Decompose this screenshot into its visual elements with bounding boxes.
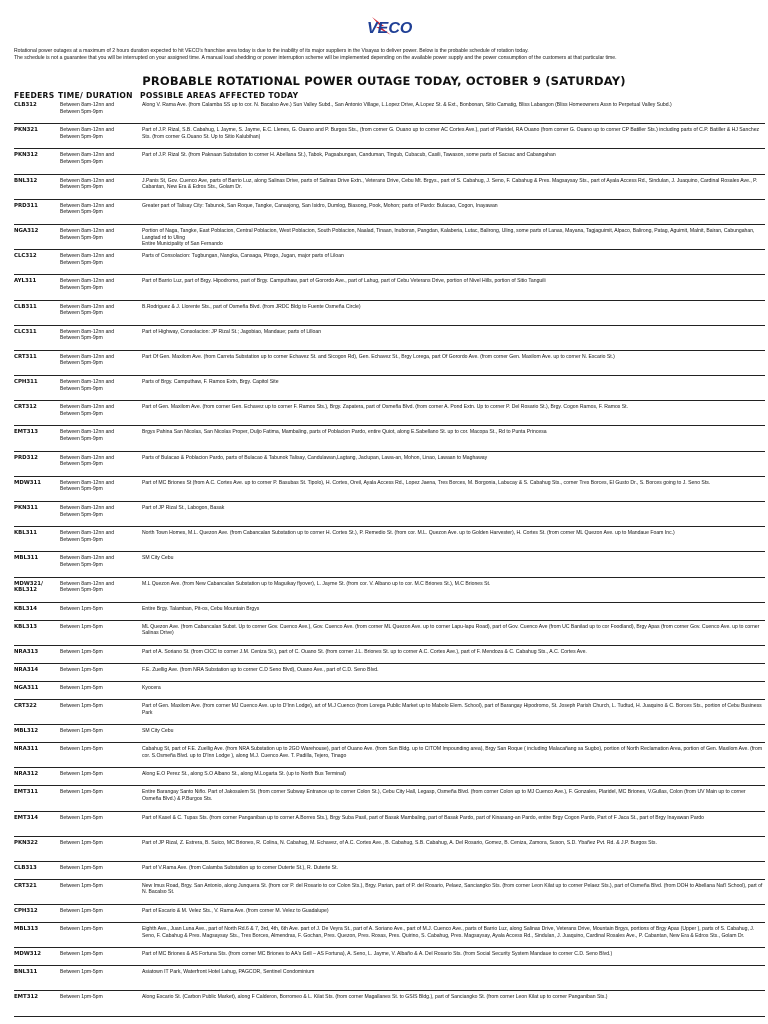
table-row bbox=[14, 99, 765, 124]
table-row bbox=[14, 326, 765, 351]
feeder-code: NRA311 bbox=[14, 746, 39, 753]
feeder-code: MDW311 bbox=[14, 479, 42, 486]
table-row bbox=[14, 646, 765, 664]
feeder-code: MBL311 bbox=[14, 555, 39, 562]
feeder-code: CRT312 bbox=[14, 404, 37, 411]
table-row bbox=[14, 124, 765, 149]
feeder-code: CLB313 bbox=[14, 864, 37, 871]
affected-areas: Part of MC Briones & AS Fortuna Sts. (from corner MC Briones to AA's Grill – AS Fortuna), A. Seno, L. Jayme, V. Albaño & A. Del Rosario Sts. (from Social Security System Mandaue to corner C.D. Seno Blvd.) bbox=[142, 951, 613, 958]
time-duration: Between 1pm-5pm bbox=[60, 666, 103, 673]
time-duration: Between 8am-12nn and Between 5pm-9pm bbox=[60, 429, 115, 443]
feeder-code: AYL311 bbox=[14, 278, 37, 285]
feeder-code: PKN312 bbox=[14, 152, 38, 159]
affected-areas: Part of Highway, Consolacion: JP Rizal St.; Jagobiao, Mandaue; parts of Lilloan bbox=[142, 328, 322, 335]
time-duration: Between 8am-12nn and Between 5pm-9pm bbox=[60, 127, 115, 140]
affected-areas: Part of Kasel & C. Tupas Sts. (from corner Panganiban up to corner A.Borres Sts.), Brgy Suba Pasil, part of Basak Mambaling, part of Basak Pardo, part of Kinasang-an Pardo, entire Brgy Cogon Pardo, Part of F Jaca St., part of Brgy Inayawan Pardo bbox=[142, 814, 705, 821]
time-duration: Between 8am-12nn and Between 5pm-9pm bbox=[60, 454, 115, 468]
table-row bbox=[14, 552, 765, 577]
time-duration: Between 8am-12nn and Between 5pm-9pm bbox=[60, 227, 115, 241]
table-row bbox=[14, 452, 765, 477]
affected-areas: Part of JP Rizal, Z. Estrera, B. Suico, MC Briones, R. Colina, N. Cabahug, M. Echavez, of A.C. Cortes Ave., B. Cabahug, S.B. Cabahug, A. Del Rosario, Gomez, B. Ceniza, Zamora, Suson, S.D. Ybañez Pvt. Rd. & J.P. Burgos Sts. bbox=[142, 839, 657, 846]
column-header-time: TIME/ DURATION bbox=[58, 91, 133, 100]
feeder-code: KBL313 bbox=[14, 623, 37, 630]
time-duration: Between 1pm-5pm bbox=[60, 994, 103, 1001]
feeder-code: CRT311 bbox=[14, 353, 37, 360]
feeder-code: NRA312 bbox=[14, 771, 39, 778]
feeder-code: CLB311 bbox=[14, 303, 37, 310]
feeder-code: EMT311 bbox=[14, 789, 38, 796]
feeder-code: CLC312 bbox=[14, 253, 37, 260]
affected-areas: Part of Escario & M. Velez Sts., V. Rama Ave. (from corner M. Velez to Guadalupe) bbox=[142, 908, 329, 915]
time-duration: Between 8am-12nn and Between 5pm-9pm bbox=[60, 202, 115, 216]
column-header-feeders: FEEDERS bbox=[14, 91, 55, 100]
table-row bbox=[14, 621, 765, 646]
affected-areas: Kyocera bbox=[142, 684, 161, 691]
table-row bbox=[14, 200, 765, 225]
affected-areas: Cabahug St, part of F.E. Zuellig Ave. (from NRA Substation up to 2GO Warehouse), part of Ouano Ave. (from Sun Bldg. up to CITOM Impounding area), Brgy San Roque ( including Malacañang sa Sugbo), portion of North Reclamation Area, portion of Gen. Maxilom Ave. (from cor. S.Osmeña Blvd. up to D'Inn Lodge ), along M.J. Cuenco Ave. T. Padilla, Tejero, Tinago bbox=[142, 746, 763, 759]
feeder-code: EMT314 bbox=[14, 814, 38, 821]
time-duration: Between 8am-12nn and Between 5pm-9pm bbox=[60, 353, 115, 367]
time-duration: Between 8am-12nn and Between 5pm-9pm bbox=[60, 152, 115, 165]
time-duration: Between 8am-12nn and Between 5pm-9pm bbox=[60, 580, 115, 594]
table-row bbox=[14, 862, 765, 880]
time-duration: Between 1pm-5pm bbox=[60, 648, 103, 655]
affected-areas: Asiatown IT Park, Waterfront Hotel Lahug, PAGCOR, Sentinel Condominium bbox=[142, 969, 315, 976]
veco-logo bbox=[334, 14, 436, 38]
affected-areas: B.Rodriguez & J. Llorente Sts., part of Osmeña Blvd. (from JRDC Bldg to Fuente Osmeña Circle) bbox=[142, 303, 361, 310]
time-duration: Between 8am-12nn and Between 5pm-9pm bbox=[60, 303, 115, 317]
feeder-code: NRA314 bbox=[14, 666, 39, 673]
table-row bbox=[14, 664, 765, 682]
feeder-code: MBL312 bbox=[14, 728, 39, 735]
table-row bbox=[14, 603, 765, 621]
affected-areas: Part Of Gen. Maxilom Ave. (from Carreta Substation up to corner Echavez St. and Sicogon Rd), Gen. Echavez St., Brgy Lorega, part Of Gorordo Ave. (from corner Gen. Maxilom Ave. up to corner N. Escario St.) bbox=[142, 353, 615, 360]
affected-areas: Part of J.P. Rizal St. (from Paknaan Substation to corner H. Abellana St.), Tabok, Pagsabungan, Canduman, Tingub, Cubacub, Casili, Tawason, some parts of Sacsac and Cabangahan bbox=[142, 152, 556, 159]
table-row bbox=[14, 905, 765, 923]
table-row bbox=[14, 837, 765, 862]
affected-areas: Along E.O Perez St., along S.O Albano St., along M.Logarta St. (up to North Bus Terminal) bbox=[142, 771, 346, 778]
table-row bbox=[14, 768, 765, 786]
table-row bbox=[14, 966, 765, 991]
time-duration: Between 1pm-5pm bbox=[60, 864, 103, 871]
affected-areas: SM City Cebu bbox=[142, 555, 174, 562]
feeder-code: NGA312 bbox=[14, 227, 39, 234]
time-duration: Between 1pm-5pm bbox=[60, 951, 103, 958]
table-row bbox=[14, 149, 765, 174]
feeder-code: EMT313 bbox=[14, 429, 38, 436]
affected-areas: Greater part of Talisay City: Tabunok, San Roque, Tangke, Canasjong, San Isidro, Dumlog, Biasong, Pook, Mohon; parts of Pardo: Bulacao, Cogon, Inayawan bbox=[142, 202, 498, 209]
time-duration: Between 8am-12nn and Between 5pm-9pm bbox=[60, 102, 115, 115]
table-row bbox=[14, 250, 765, 275]
time-duration: Between 1pm-5pm bbox=[60, 882, 103, 889]
feeder-code: MDW312 bbox=[14, 951, 42, 958]
table-row bbox=[14, 376, 765, 401]
table-row bbox=[14, 812, 765, 837]
time-duration: Between 1pm-5pm bbox=[60, 926, 103, 933]
time-duration: Between 8am-12nn and Between 5pm-9pm bbox=[60, 278, 115, 291]
time-duration: Between 8am-12nn and Between 5pm-9pm bbox=[60, 253, 115, 266]
affected-areas: Part of MC Briones St (from A.C. Cortes Ave. up to corner P. Basubas St. Tipolo), H. Cortes, Oreil, Ayala Access Rd., Lopez Jaena, Tres Borces, M. Borgonia, Labucay & S. Cabahug Sts., corner Tres Borces, El Gusto Dr., S. Borces going to J. Seno Sts. bbox=[142, 479, 711, 486]
affected-areas: Part of Barrio Luz, part of Brgy. Hipodromo, part of Brgy. Camputhaw, part of Gorordo Ave., part of Lahug, part of Cebu Veterans Drive, portion of Nivel Hills, portion of Sitio Tanguili bbox=[142, 278, 546, 285]
time-duration: Between 1pm-5pm bbox=[60, 814, 103, 821]
feeder-code: PRD312 bbox=[14, 454, 38, 461]
affected-areas: Part of JP Rizal St., Labogon, Basak bbox=[142, 505, 225, 511]
feeder-code: EMT312 bbox=[14, 994, 38, 1001]
feeder-code: CLC311 bbox=[14, 328, 37, 335]
feeder-code: PKN311 bbox=[14, 505, 38, 511]
time-duration: Between 1pm-5pm bbox=[60, 789, 103, 796]
feeder-code: CPH311 bbox=[14, 379, 38, 386]
feeder-code: CLB312 bbox=[14, 102, 37, 108]
document-title: PROBABLE ROTATIONAL POWER OUTAGE TODAY, OCTOBER 9 (SATURDAY) bbox=[142, 74, 626, 88]
affected-areas: Parts of Consolacion: Tugbungan, Nangka, Cansaga, Pitogo, Jugan, major parts of Liloan bbox=[142, 253, 344, 260]
time-duration: Between 1pm-5pm bbox=[60, 839, 103, 846]
table-row bbox=[14, 275, 765, 300]
table-row bbox=[14, 700, 765, 725]
affected-areas: Part of A. Soriano St. (from CICC to corner J.M. Ceniza St.), part of C. Ouano St. (from corner J.L. Briones St. up to corner A.C. Cortes Ave.), part of F. Mendoza & C. Cabahug Sts., A.C. Cortes Ave. bbox=[142, 648, 587, 655]
affected-areas: North Town Homes, M.L. Quezon Ave. (from Cabancalan Substation up to corner H. Cortes St.), P. Remedio St. (from cor. M.L. Quezon Ave. up to Golden Harvester), H. Cortes St. (from corner ML Quezon Ave. up to Mandaue Foam Inc.) bbox=[142, 530, 675, 537]
time-duration: Between 8am-12nn and Between 5pm-9pm bbox=[60, 479, 115, 493]
time-duration: Between 8am-12nn and Between 5pm-9pm bbox=[60, 177, 115, 191]
time-duration: Between 1pm-5pm bbox=[60, 702, 103, 709]
feeder-code: CPH312 bbox=[14, 908, 38, 915]
table-row bbox=[14, 786, 765, 811]
time-duration: Between 1pm-5pm bbox=[60, 728, 103, 735]
time-duration: Between 8am-12nn and Between 5pm-9pm bbox=[60, 530, 115, 543]
time-duration: Between 1pm-5pm bbox=[60, 746, 103, 753]
affected-areas: Part of J.P. Rizal, S.B. Cabahug, L Jayme, S. Jayme, E.C. Llenes, G. Ouano and P. Burgos Sts., (from corner G. Ouano up to corner AC Cortes Ave.), part of Plaridel, RA Ouano (from corner G. Ouano up to corner CP Batiller Sts.) including parts of C.P. Batiller & HJ Sanchez Sts. (from corner G.Ouano St. Up to Sitio Kalubihan) bbox=[142, 127, 760, 140]
table-row bbox=[14, 923, 765, 948]
feeder-code: BNL311 bbox=[14, 969, 38, 976]
outage-table bbox=[14, 99, 765, 1017]
feeder-code: MBL313 bbox=[14, 926, 39, 933]
table-row bbox=[14, 948, 765, 966]
table-row bbox=[14, 502, 765, 527]
affected-areas: New Imus Road, Brgy. San Antonio, along Junquera St. (from cor P. del Rosario to cor Colon Sts.), Brgy. Parian, part of P. del Rosario, Pelaez, Sanciangko Sts. (from corner Leon Kilat up to corner Pelaez Sts.), part of Osmeña Blvd. (from DOH to Abellana Nat'l School), part of N. Bacalso St. bbox=[142, 882, 763, 896]
table-row bbox=[14, 880, 765, 905]
time-duration: Between 1pm-5pm bbox=[60, 969, 103, 976]
table-row bbox=[14, 225, 765, 250]
time-duration: Between 8am-12nn and Between 5pm-9pm bbox=[60, 379, 115, 392]
column-header-areas: POSSIBLE AREAS AFFECTED TODAY bbox=[140, 91, 299, 100]
feeder-code: PRD311 bbox=[14, 202, 38, 209]
table-row bbox=[14, 351, 765, 376]
affected-areas: Brgys Pahina San Nicolas, San Nicolas Proper, Duljo Fatima, Mambaling, parts of Poblacion Pardo, entire Quiot, along E.Sabellano St. up to cor. Macopa St., Rd to Punta Princesa bbox=[142, 429, 547, 436]
affected-areas: Along V. Rama Ave. (from Calamba SS up to cor. N. Bacalso Ave.) Sun Valley Subd., San Antonio Village, L.Lopez Drive, A.Lopez St. & Ext., Bonbonan, Sitio Camatig, Bliss Labangon (Bliss Homeowners Assn to Perpetual Valley Subd.) bbox=[142, 102, 672, 108]
table-row bbox=[14, 301, 765, 326]
table-row bbox=[14, 578, 765, 603]
affected-areas: ML Quezon Ave. (from Cabancalan Subst. Up to corner Gov. Cuenco Ave.), Gov. Cuenco Ave. (from corner ML Quezon Ave. up to corner Lapu-lapu Road), part of Gov. Cuenco Ave (from UC Banilad up to cor Foodland), Brgy Apas (from corner Gov. Cuenco Ave. up to corner Salinas Drive) bbox=[142, 623, 760, 637]
time-duration: Between 8am-12nn and Between 5pm-9pm bbox=[60, 505, 115, 518]
feeder-code: MDW321/ KBL312 bbox=[14, 580, 44, 594]
time-duration: Between 8am-12nn and Between 5pm-9pm bbox=[60, 328, 115, 342]
feeder-code: BNL312 bbox=[14, 177, 38, 184]
affected-areas: M.L Quezon Ave. (from New Cabancalan Substation up to Maguikay flyover), L. Jayme St. (from cor. V. Albano up to cor. M.C Briones St.), M.C Briones St. bbox=[142, 580, 491, 587]
affected-areas: Entire Barangay Santo Niño. Part of Jakosalem St. (from corner Subway Entrance up to corner Colon St.), Cebu City Hall, Legasp, Osmeña Blvd. (from corner Colon up to MJ Cuenco Ave.), F. Gonzales, Plaridel, MC Briones, V.Gullas, Colon (from UV Main up to corner Osmeña Blvd.) & P.Burgos Sts. bbox=[142, 789, 746, 802]
affected-areas: Part of Gen. Maxilom Ave. (from corner Gen. Echavez up to corner F. Ramos Sts.), Brgy. Zapatera, part of Osmeña Blvd. (from corner A. Pond Extn. Up to corner P. Del Rosario St.), Brgy. Cogon Ramos, F. Ramos St. bbox=[142, 404, 628, 411]
feeder-code: NRA313 bbox=[14, 648, 39, 655]
table-row bbox=[14, 477, 765, 502]
feeder-code: KBL314 bbox=[14, 605, 37, 612]
feeder-code: PKN321 bbox=[14, 127, 38, 134]
table-row bbox=[14, 426, 765, 451]
table-row bbox=[14, 991, 765, 1016]
table-row bbox=[14, 527, 765, 552]
affected-areas: Entire Brgy. Talamban, Pit-os, Cebu Mountain Brgys bbox=[142, 605, 260, 612]
table-row bbox=[14, 175, 765, 200]
table-row bbox=[14, 743, 765, 768]
affected-areas: SM City Cebu bbox=[142, 728, 174, 735]
time-duration: Between 1pm-5pm bbox=[60, 605, 103, 612]
time-duration: Between 1pm-5pm bbox=[60, 771, 103, 778]
affected-areas: Part of Gen. Maxilom Ave. (from corner MJ Cuenco Ave. up to D'Inn Lodge), art of M.J Cuenco (from Lorega Public Market up to Mabolo Elem. School), part of Barangay Hipodromo, St. Joseph Parish Church, L. Tudtud, H. Juaquino & C. Borces Sts., portion of Cebu Business Park bbox=[142, 702, 762, 716]
table-row bbox=[14, 725, 765, 743]
affected-areas: J.Panis St, Gov. Cuenco Ave, parts of Barrio Luz, along Salinas Drive, parts of Salinas Drive Extn., Veterans Drive, Cebu Mt. Brgys., part of S. Cabahug, J. Seno, F. Cabahug & Pres. Magsaysay Sts., part of Ayala Access Rd., Sindulan, J. Juaquino, Cardinal Rosales Ave., P. Cabantan, New Era & Edros Sts., Golam Dr. bbox=[142, 177, 758, 191]
time-duration: Between 8am-12nn and Between 5pm-9pm bbox=[60, 555, 115, 568]
affected-areas: F.E. Zuellig Ave. (from NRA Substation up to corner C.D Seno Blvd), Ouano Ave., part of C.D. Seno Blvd. bbox=[142, 666, 379, 673]
affected-areas: Parts of Bulacao & Poblacion Pardo, parts of Bulacao & Tabunok Talisay, Candulawan,Lagtang, Jaclupan, Lawa-an, Mohon, Linao, Lawaan to Maghaway bbox=[142, 454, 488, 461]
brand-wordmark: VECO bbox=[367, 20, 413, 37]
affected-areas: Eighth Ave., Juan Luna Ave., part of North Rd.6 & 7, 3rd, 4th, 6th Ave. part of J. De Veyra St., part of A. Soriano Ave., part of M.J. Cuenco Ave., parts of Barrio Luz, along Salinas Drive, Veterans Drive, Mountain Brgys, portions of Brgy Apas (Upper ), parts of S. Cabahug, J. Seno, F. Cabahug & Pres. Magsaysay Sts., Tres Borces, Almendras, F. Gochan, Pres. Quezon, Pres. Roxas, Pres. Quirino, S. Cabahug, Pres. Magsaysay, Ayala Access Rd., Sindulan, J. Juaquino, Cardinal Rosales Ave., P. Cabantan, New Era & Edros Sts., Golam Dr. bbox=[142, 926, 755, 939]
table-row bbox=[14, 401, 765, 426]
intro-text: Rotational power outages at a maximum of 2 hours duration expected to hit VECO's franchise area today is due to the inability of its major suppliers in the Visayas to deliver power. Below is the probable schedule of rotation today. The schedule is not a guarantee that you will be interrupted on your assigned time. A manual load shedding or power interruption scheme will be implemented depending on the available power supply and the power consumption of the customers at that particular time. bbox=[14, 48, 617, 61]
table-row bbox=[14, 682, 765, 700]
feeder-code: CRT322 bbox=[14, 702, 37, 709]
affected-areas: Portion of Naga, Tangke, East Poblacion, Central Poblacion, West Poblacion, South Poblacion, Naalad, Tinaan, Inuboran, Pangdan, Kalaberia, Lutac, Balirong, Uling, some parts of Lanas, Mayana, Tagjaguimit, Alpaco, Balirong, Patag, Aguimit, Malnit, Bairan, Cabungahan, Langtad rd to Uling Entire Municipality of San Fernando bbox=[142, 227, 755, 248]
time-duration: Between 1pm-5pm bbox=[60, 623, 103, 630]
feeder-code: PKN322 bbox=[14, 839, 38, 846]
affected-areas: Parts of Brgy. Camputhaw, F. Ramos Extn, Brgy. Capitol Site bbox=[142, 379, 279, 386]
feeder-code: KBL311 bbox=[14, 530, 37, 537]
time-duration: Between 8am-12nn and Between 5pm-9pm bbox=[60, 404, 115, 417]
time-duration: Between 1pm-5pm bbox=[60, 684, 103, 691]
affected-areas: Part of V.Rama Ave. (from Calamba Substation up to corner Duterte St.), R. Duterte St. bbox=[142, 864, 338, 871]
feeder-code: NGA311 bbox=[14, 684, 39, 691]
affected-areas: Along Escario St. (Carbon Public Market), along F Calderon, Borromeo & L. Kilat Sts. (from corner Magallanes St. to GSIS Bldg.), part of Sanciangko St. (from corner Leon Kilat up to corner Panganiban Sts.) bbox=[142, 994, 608, 1001]
time-duration: Between 1pm-5pm bbox=[60, 908, 103, 915]
feeder-code: CRT321 bbox=[14, 882, 37, 889]
